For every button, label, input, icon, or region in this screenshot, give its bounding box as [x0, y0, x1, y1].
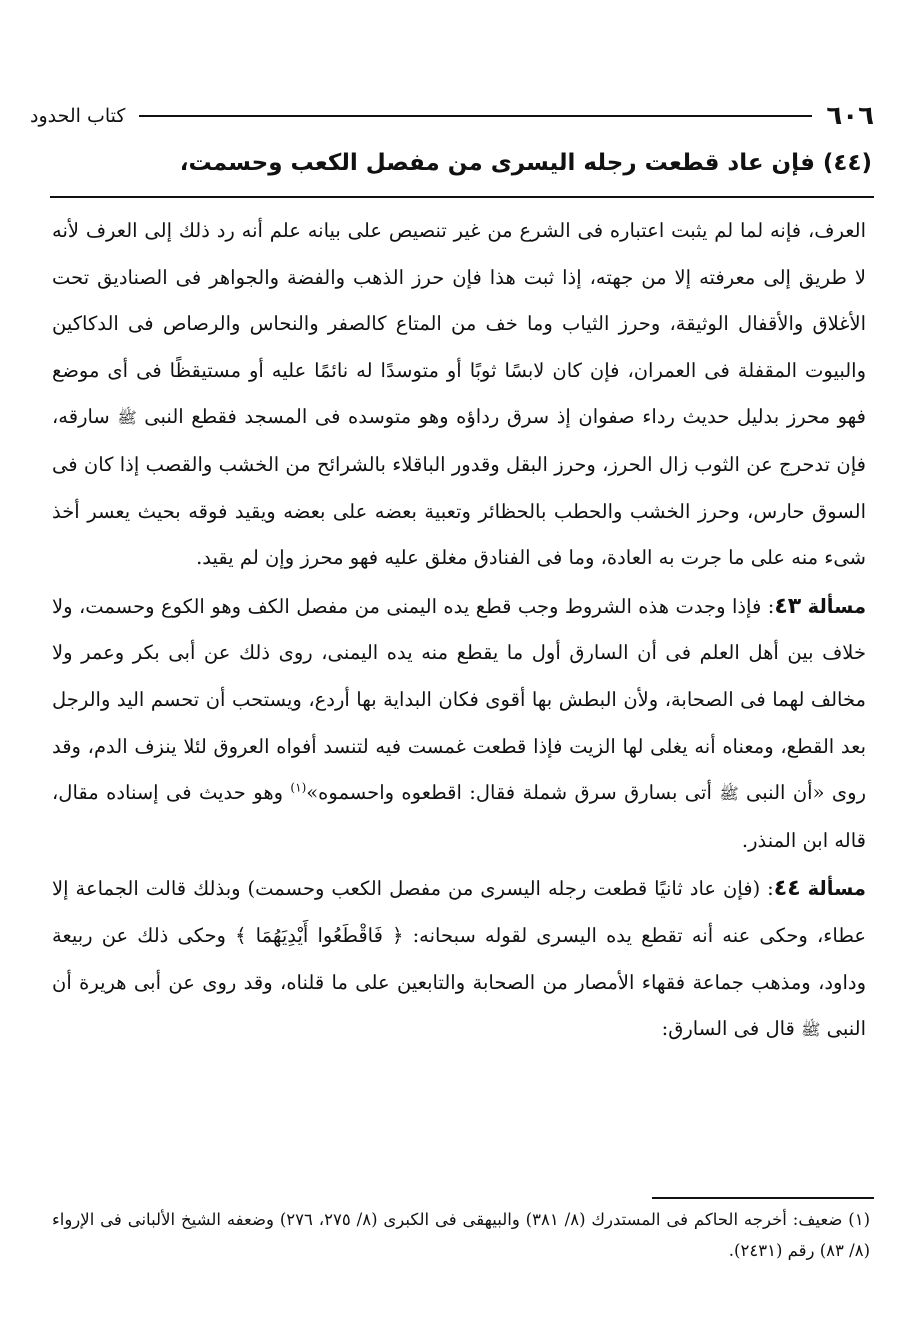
section-heading: (٤٤) فإن عاد قطعت رجله اليسرى من مفصل الكعب وحسمت،	[179, 150, 872, 176]
paragraph-text: سارقه، فإن تدحرج عن الثوب زال الحرز، وحرز البقل وقدور الباقلاء بالشرائح من الخشب والقصب إذا كان فى السوق حارس، وحرز الخشب والحطب بالحظائر وتعبية بعضه على بعضه ويقيد فوقه بحيث يعسر أخذ شىء منه على ما جرت به العادة، وما فى الفنادق مغلق عليه فهو محرز وإن لم يقيد.	[52, 405, 866, 570]
paragraph-text: قال فى السارق:	[661, 1017, 795, 1041]
masala-number: ٤٤	[773, 876, 801, 902]
paragraph-text: : (فإن عاد ثانيًا قطعت رجله اليسرى من مفصل الكعب وحسمت) وبذلك قالت الجماعة إلا عطاء، وحكى عنه أنه تقطع يده اليسرى لقوله سبحانه: ﴿ فَاقْطَعُوا أَيْدِيَهُمَا ﴾ وحكى ذلك عن ربيعة وداود، ومذهب جماعة فقهاء الأمصار من الصحابة والتابعين على ما قلناه، وقد روى عن أبى هريرة أن النبى	[52, 877, 866, 1041]
salawat-symbol: ﷺ	[117, 408, 137, 428]
footnote-rule	[652, 1197, 874, 1199]
paragraph-text: أتى بسارق سرق شملة فقال: اقطعوه واحسموه»	[306, 781, 712, 805]
paragraph-masala-44	[52, 866, 866, 1053]
paragraph-text: : فإذا وجدت هذه الشروط وجب قطع يده اليمنى من مفصل الكف وهو الكوع وحسمت، ولا خلاف بين أهل العلم فى أن السارق أول ما يقطع منه يده اليمنى، روى ذلك عن أبى بكر وعمر ولا مخالف لهما فى الصحابة، ولأن البطش بها أقوى فكان البداية بها أردع، ويستحب أن تحسم اليد والرجل بعد القطع، ومعناه أنه يغلى لها الزيت فإذا قطعت غمست فيه لتنسد أفواه العروق لئلا ينزف الدم، وقد روى «أن النبى	[52, 594, 866, 805]
paragraph-hirz	[52, 208, 866, 582]
masala-label: مسألة	[807, 877, 866, 901]
footnote-reference: (١)	[290, 780, 307, 795]
paragraph-masala-43	[52, 584, 866, 865]
paragraph-text: العرف، فإنه لما لم يثبت اعتباره فى الشرع من غير تنصيص على بيانه علم أنه رد ذلك إلى العرف لأنه لا طريق إلى معرفته إلا من جهته، إذا ثبت هذا فإن حرز الذهب والفضة والجواهر فى الصناديق تحت الأغلاق والأقفال الوثيقة، وحرز الثياب وما خف من المتاع كالصفر والنحاس والرصاص فى الدكاكين والبيوت المقفلة فى العمران، فإن كان لابسًا ثوبًا أو متوسدًا له نائمًا عليه أو مستيقظًا فى أى موضع فهو محرز بدليل حديث رداء صفوان إذ سرق رداؤه وهو متوسده فى المسجد فقطع النبى	[52, 219, 866, 429]
header-rule	[139, 115, 812, 117]
salawat-symbol: ﷺ	[801, 1020, 821, 1040]
body-text	[52, 208, 866, 1056]
running-header	[30, 98, 874, 134]
masala-label: مسألة	[807, 594, 867, 618]
paragraph-text: وهو حديث فى إسناده مقال، قاله ابن المنذر.	[52, 781, 866, 852]
book-title: كتاب الحدود	[30, 105, 126, 127]
heading-rule	[50, 196, 874, 198]
page-number: ٦٠٦	[826, 101, 874, 131]
salawat-symbol: ﷺ	[719, 784, 739, 804]
masala-number: ٤٣	[774, 593, 802, 619]
footnote: (١) ضعيف: أخرجه الحاكم فى المستدرك (٨/ ٣٨١) والبيهقى فى الكبرى (٨/ ٢٧٥، ٢٧٦) وضعفه الشيخ الألبانى فى الإرواء (٨/ ٨٣) رقم (٢٤٣١).	[52, 1210, 870, 1260]
